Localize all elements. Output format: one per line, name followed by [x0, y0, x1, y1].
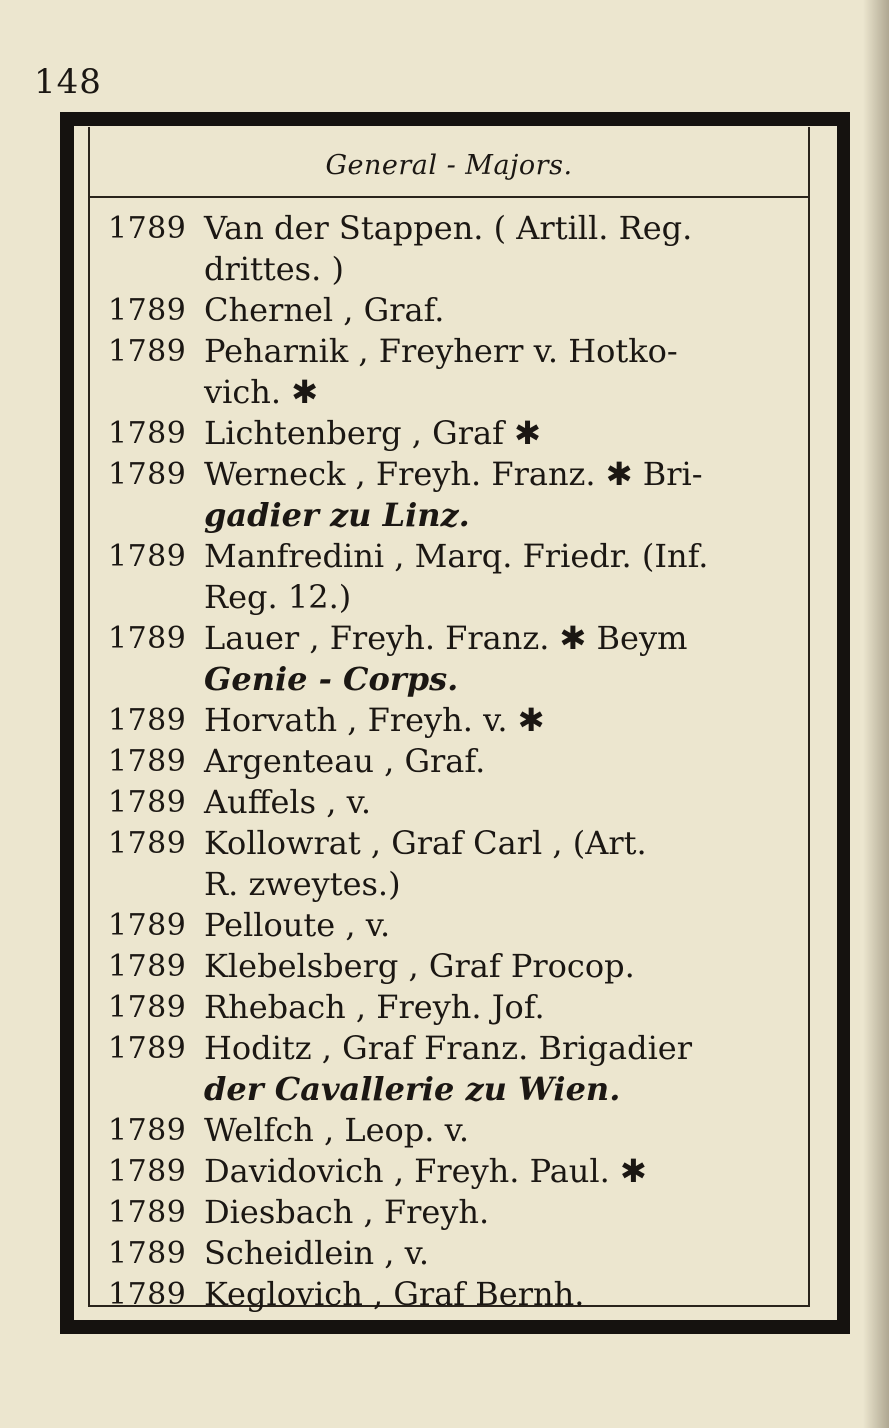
entry-year: 1789: [108, 990, 187, 1025]
entry-text: Werneck , Freyh. Franz. ✱ Bri-: [204, 455, 703, 493]
entry-text-continued: R. zweytes.): [204, 865, 401, 903]
list-item: [108, 700, 788, 741]
entry-text: Klebelsberg , Graf Procop.: [204, 947, 635, 985]
list-item: [108, 946, 788, 987]
entry-text-continued: gadier zu Linz.: [204, 496, 470, 534]
entry-text: Manfredini , Marq. Friedr. (Inf.: [204, 537, 709, 575]
list-item: [108, 782, 788, 823]
page-edge-shadow: [863, 0, 889, 1428]
entry-text: Pelloute , v.: [204, 906, 391, 944]
entry-text-continued: Genie - Corps.: [204, 660, 459, 698]
page-number: 148: [34, 62, 102, 102]
frame-top-rule: [88, 122, 810, 125]
entry-text: Hoditz , Graf Franz. Brigadier: [204, 1029, 693, 1067]
entry-year: 1789: [108, 539, 187, 574]
inner-left-rule: [88, 127, 90, 1307]
entry-year: 1789: [108, 785, 187, 820]
entry-year: 1789: [108, 1277, 187, 1312]
entry-year: 1789: [108, 826, 187, 861]
entry-year: 1789: [108, 293, 187, 328]
list-item: [108, 618, 788, 700]
entry-year: 1789: [108, 744, 187, 779]
list-item: [108, 987, 788, 1028]
entry-text: Scheidlein , v.: [204, 1234, 430, 1272]
entry-year: 1789: [108, 703, 187, 738]
list-item: [108, 1233, 788, 1274]
entry-year: 1789: [108, 1236, 187, 1271]
list-item: [108, 413, 788, 454]
list-item: [108, 208, 788, 290]
entry-text-continued: der Cavallerie zu Wien.: [204, 1070, 621, 1108]
list-item: [108, 454, 788, 536]
inner-right-rule: [808, 127, 810, 1307]
entry-text: Lichtenberg , Graf ✱: [204, 414, 541, 452]
list-item: [108, 1274, 788, 1315]
entry-year: 1789: [108, 949, 187, 984]
entry-text: Keglovich , Graf Bernh.: [204, 1275, 585, 1313]
entry-text: Kollowrat , Graf Carl , (Art.: [204, 824, 647, 862]
entry-year: 1789: [108, 1195, 187, 1230]
entry-text: Horvath , Freyh. v. ✱: [204, 701, 545, 739]
entry-list: [108, 208, 788, 1315]
list-item: [108, 905, 788, 946]
entry-year: 1789: [108, 1154, 187, 1189]
entry-year: 1789: [108, 908, 187, 943]
entry-text: Diesbach , Freyh.: [204, 1193, 490, 1231]
entry-text: Peharnik , Freyherr v. Hotko-: [204, 332, 678, 370]
entry-text: Rhebach , Freyh. Jof.: [204, 988, 545, 1026]
entry-text: Auffels , v.: [204, 783, 372, 821]
list-item: [108, 331, 788, 413]
entry-year: 1789: [108, 1031, 187, 1066]
list-item: [108, 741, 788, 782]
list-item: [108, 823, 788, 905]
entry-text-continued: drittes. ): [204, 250, 344, 288]
entry-year: 1789: [108, 457, 187, 492]
list-item: [108, 1028, 788, 1110]
entry-year: 1789: [108, 334, 187, 369]
entry-year: 1789: [108, 211, 187, 246]
entry-year: 1789: [108, 1113, 187, 1148]
entry-text: Welfch , Leop. v.: [204, 1111, 470, 1149]
entry-text-continued: Reg. 12.): [204, 578, 352, 616]
section-title: General - Majors.: [325, 150, 573, 181]
entry-year: 1789: [108, 416, 187, 451]
header-rule: [90, 196, 808, 198]
entry-text: Davidovich , Freyh. Paul. ✱: [204, 1152, 647, 1190]
list-item: [108, 1110, 788, 1151]
entry-text: Van der Stappen. ( Artill. Reg.: [204, 209, 693, 247]
entry-year: 1789: [108, 621, 187, 656]
entry-text: Chernel , Graf.: [204, 291, 445, 329]
entry-text: Argenteau , Graf.: [204, 742, 486, 780]
list-item: [108, 290, 788, 331]
list-item: [108, 1192, 788, 1233]
list-item: [108, 1151, 788, 1192]
entry-text: Lauer , Freyh. Franz. ✱ Beym: [204, 619, 688, 657]
entry-text-continued: vich. ✱: [204, 373, 318, 411]
list-item: [108, 536, 788, 618]
